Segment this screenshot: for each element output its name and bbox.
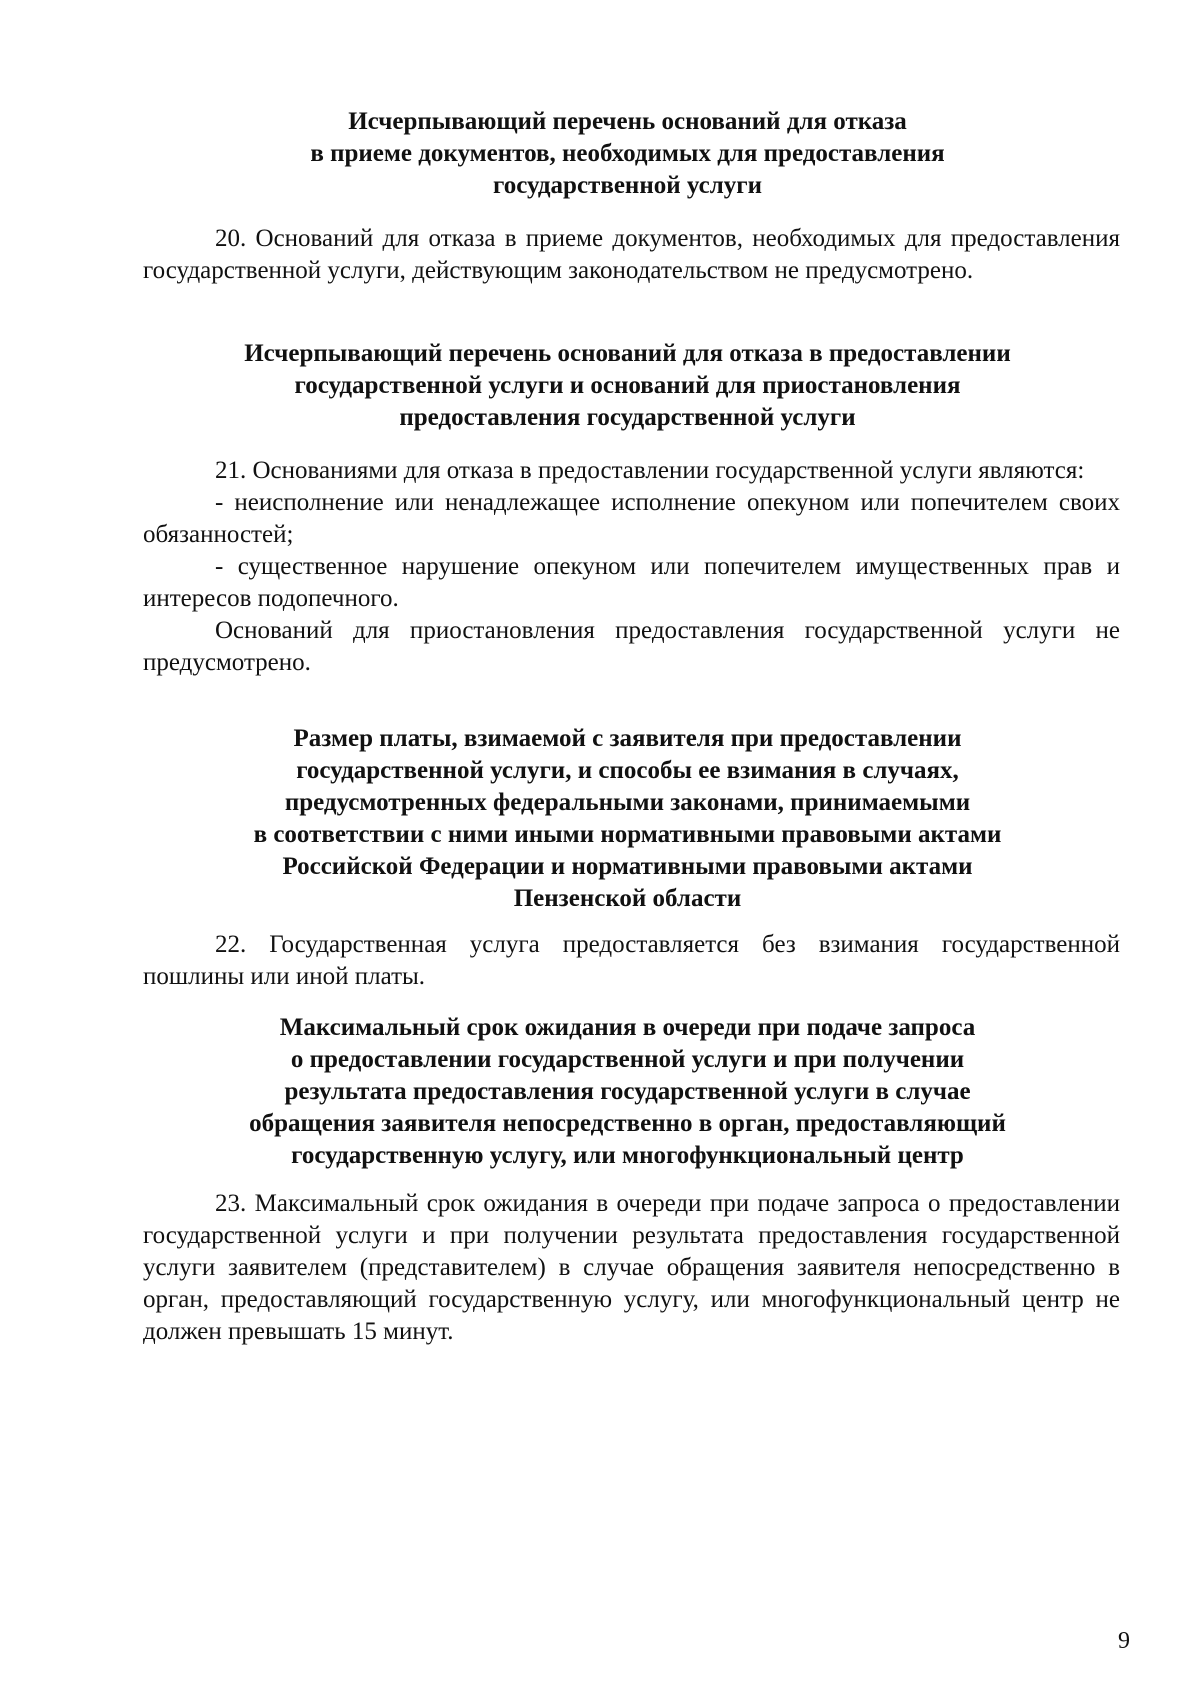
heading-line: обращения заявителя непосредственно в орган, предоставляющий xyxy=(249,1110,1006,1137)
heading-line: результата предоставления государственной услуги в случае xyxy=(284,1078,971,1105)
heading-line: государственной услуги и оснований для приостановления xyxy=(294,372,961,399)
section-body-fee xyxy=(143,929,1120,993)
heading-line: Максимальный срок ожидания в очереди при подаче запроса xyxy=(279,1014,976,1041)
paragraph-20: 20. Оснований для отказа в приеме документов, необходимых для предоставления государственной услуги, действующим законодательством не предусмотрено. xyxy=(143,225,1120,284)
heading-line: Пензенской области xyxy=(513,885,742,912)
paragraph-no-suspension: Оснований для приостановления предоставления государственной услуги не предусмотрено. xyxy=(143,617,1120,676)
heading-line: в приеме документов, необходимых для предоставления xyxy=(310,140,945,167)
heading-line: государственной услуги xyxy=(492,172,763,199)
heading-line: предусмотренных федеральными законами, принимаемыми xyxy=(284,789,971,816)
paragraph-23: 23. Максимальный срок ожидания в очереди при подаче запроса о предоставлении государственной услуги и при получении результата предоставления государственной услуги заявителем (представителем) в случае обращения заявителя непосредственно в орган, предоставляющий государственную услугу, или многофункциональный центр не должен превышать 15 минут. xyxy=(143,1190,1120,1345)
section-heading-refusal-suspension xyxy=(140,338,1115,434)
heading-line: в соответствии с ними иными нормативными правовыми актами xyxy=(253,821,1002,848)
paragraph-22: 22. Государственная услуга предоставляется без взимания государственной пошлины или иной платы. xyxy=(143,931,1120,990)
section-body-refusal-acceptance xyxy=(143,223,1120,287)
heading-line: Российской Федерации и нормативными правовыми актами xyxy=(282,853,973,880)
section-body-waiting-time xyxy=(143,1188,1120,1348)
section-body-refusal-suspension xyxy=(143,455,1120,679)
section-heading-refusal-acceptance xyxy=(140,106,1115,202)
heading-line: Исчерпывающий перечень оснований для отказа в предоставлении xyxy=(244,340,1011,367)
heading-line: предоставления государственной услуги xyxy=(399,404,856,431)
heading-line: Исчерпывающий перечень оснований для отказа xyxy=(348,108,907,135)
list-item-nonperformance: - неисполнение или ненадлежащее исполнение опекуном или попечителем своих обязанностей; xyxy=(143,489,1120,548)
list-item-violation: - существенное нарушение опекуном или попечителем имущественных прав и интересов подопечного. xyxy=(143,553,1120,612)
heading-line: о предоставлении государственной услуги и при получении xyxy=(290,1046,965,1073)
paragraph-21: 21. Основаниями для отказа в предоставлении государственной услуги являются: xyxy=(215,457,1085,484)
section-heading-waiting-time xyxy=(140,1012,1115,1172)
heading-line: Размер платы, взимаемой с заявителя при предоставлении xyxy=(293,725,962,752)
section-heading-fee xyxy=(140,723,1115,915)
heading-line: государственной услуги, и способы ее взимания в случаях, xyxy=(296,757,959,784)
heading-line: государственную услугу, или многофункциональный центр xyxy=(291,1142,964,1169)
page-number: 9 xyxy=(1118,1628,1130,1654)
